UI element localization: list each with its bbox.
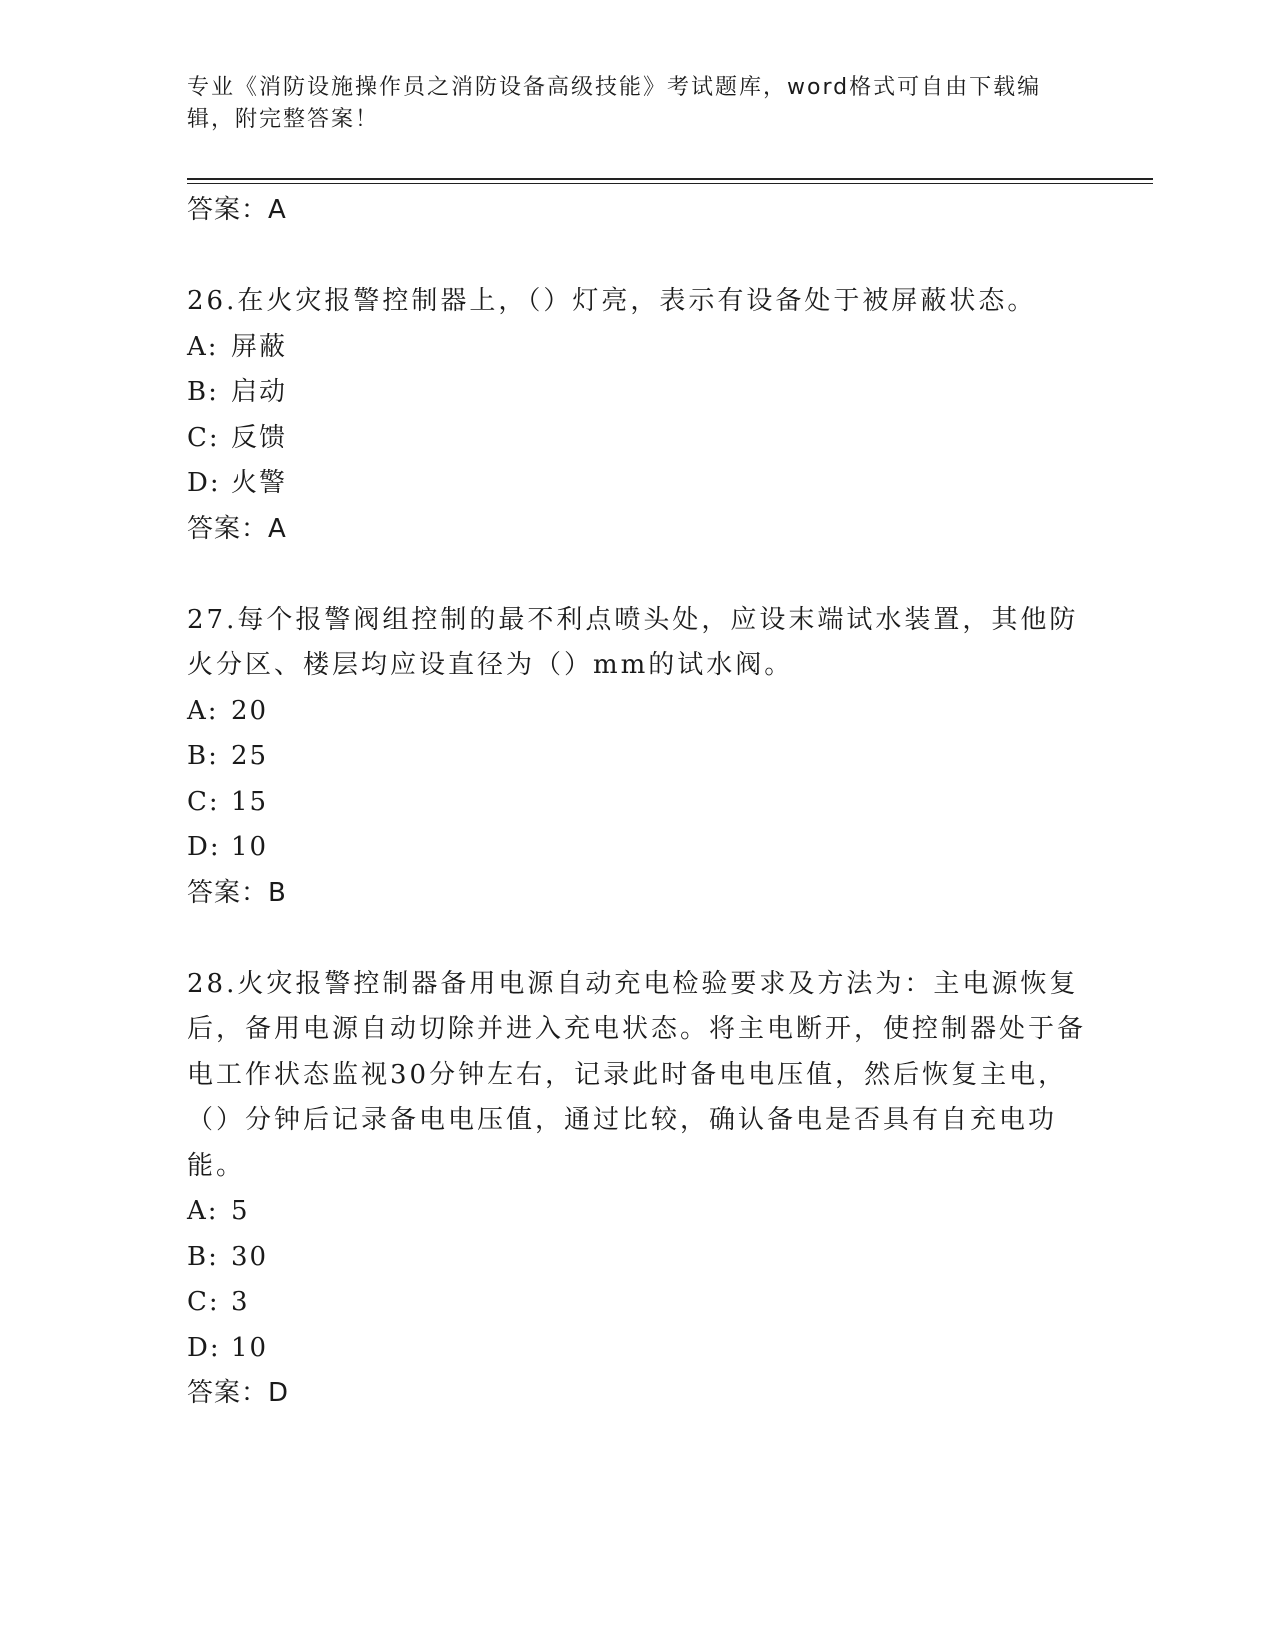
option-key: A: — [187, 695, 219, 726]
option-text: 反馈 — [231, 422, 288, 453]
option-c — [187, 416, 1087, 462]
option-key: B: — [187, 741, 219, 771]
option-key: D: — [187, 1332, 221, 1363]
previous-answer: 答案：A — [187, 195, 287, 225]
option-key: D: — [187, 832, 221, 862]
question-block-28 — [187, 962, 1087, 1417]
option-text: 20 — [231, 695, 269, 726]
option-key: C: — [187, 786, 220, 817]
question-block-27 — [187, 598, 1087, 916]
option-d — [187, 825, 1087, 871]
option-c — [187, 780, 1087, 826]
option-text: 10 — [231, 832, 269, 862]
spacer — [187, 552, 1087, 598]
question-stem: 27.每个报警阀组控制的最不利点喷头处，应设末端试水装置，其他防火分区、楼层均应设直径为（）mm的试水阀。 — [187, 604, 1079, 680]
option-key: C: — [187, 1287, 220, 1317]
option-b — [187, 1235, 1087, 1281]
option-key: C: — [187, 422, 220, 453]
answer-line: 答案：D — [187, 1378, 290, 1408]
answer-line: 答案：B — [187, 877, 287, 908]
option-text: 30 — [231, 1241, 269, 1272]
option-text: 15 — [231, 786, 269, 817]
option-text: 5 — [231, 1196, 250, 1226]
option-a — [187, 325, 1087, 371]
option-b — [187, 734, 1087, 780]
question-block-26 — [187, 279, 1087, 552]
spacer — [187, 233, 1087, 279]
option-text: 火警 — [231, 468, 288, 498]
answer-line: 答案：A — [187, 513, 287, 544]
question-stem: 28.火灾报警控制器备用电源自动充电检验要求及方法为：主电源恢复后，备用电源自动切除并进入充电状态。将主电断开，使控制器处于备电工作状态监视30分钟左右，记录此时备电电压值，然后恢复主电，（）分钟后记录备电电压值，通过比较，确认备电是否具有自充电功能。 — [187, 968, 1087, 1181]
option-a — [187, 1189, 1087, 1235]
option-a — [187, 689, 1087, 735]
option-key: B: — [187, 377, 219, 407]
document-header: 专业《消防设施操作员之消防设备高级技能》考试题库，word格式可自由下载编辑，附完整答案！ — [187, 75, 1042, 132]
question-stem: 26.在火灾报警控制器上，（）灯亮，表示有设备处于被屏蔽状态。 — [187, 286, 1037, 316]
option-key: A: — [187, 331, 219, 362]
option-key: A: — [187, 1196, 219, 1226]
option-key: B: — [187, 1241, 219, 1272]
option-text: 屏蔽 — [231, 331, 288, 362]
header-divider-thin — [187, 183, 1153, 184]
spacer — [187, 916, 1087, 962]
option-text: 启动 — [231, 377, 288, 407]
header-divider-thick — [187, 178, 1153, 180]
option-key: D: — [187, 468, 221, 498]
question-list — [187, 188, 1087, 1416]
option-text: 25 — [231, 741, 269, 771]
option-c — [187, 1280, 1087, 1326]
option-b — [187, 370, 1087, 416]
option-d — [187, 1326, 1087, 1372]
option-text: 3 — [231, 1287, 250, 1317]
option-d — [187, 461, 1087, 507]
option-text: 10 — [231, 1332, 269, 1363]
